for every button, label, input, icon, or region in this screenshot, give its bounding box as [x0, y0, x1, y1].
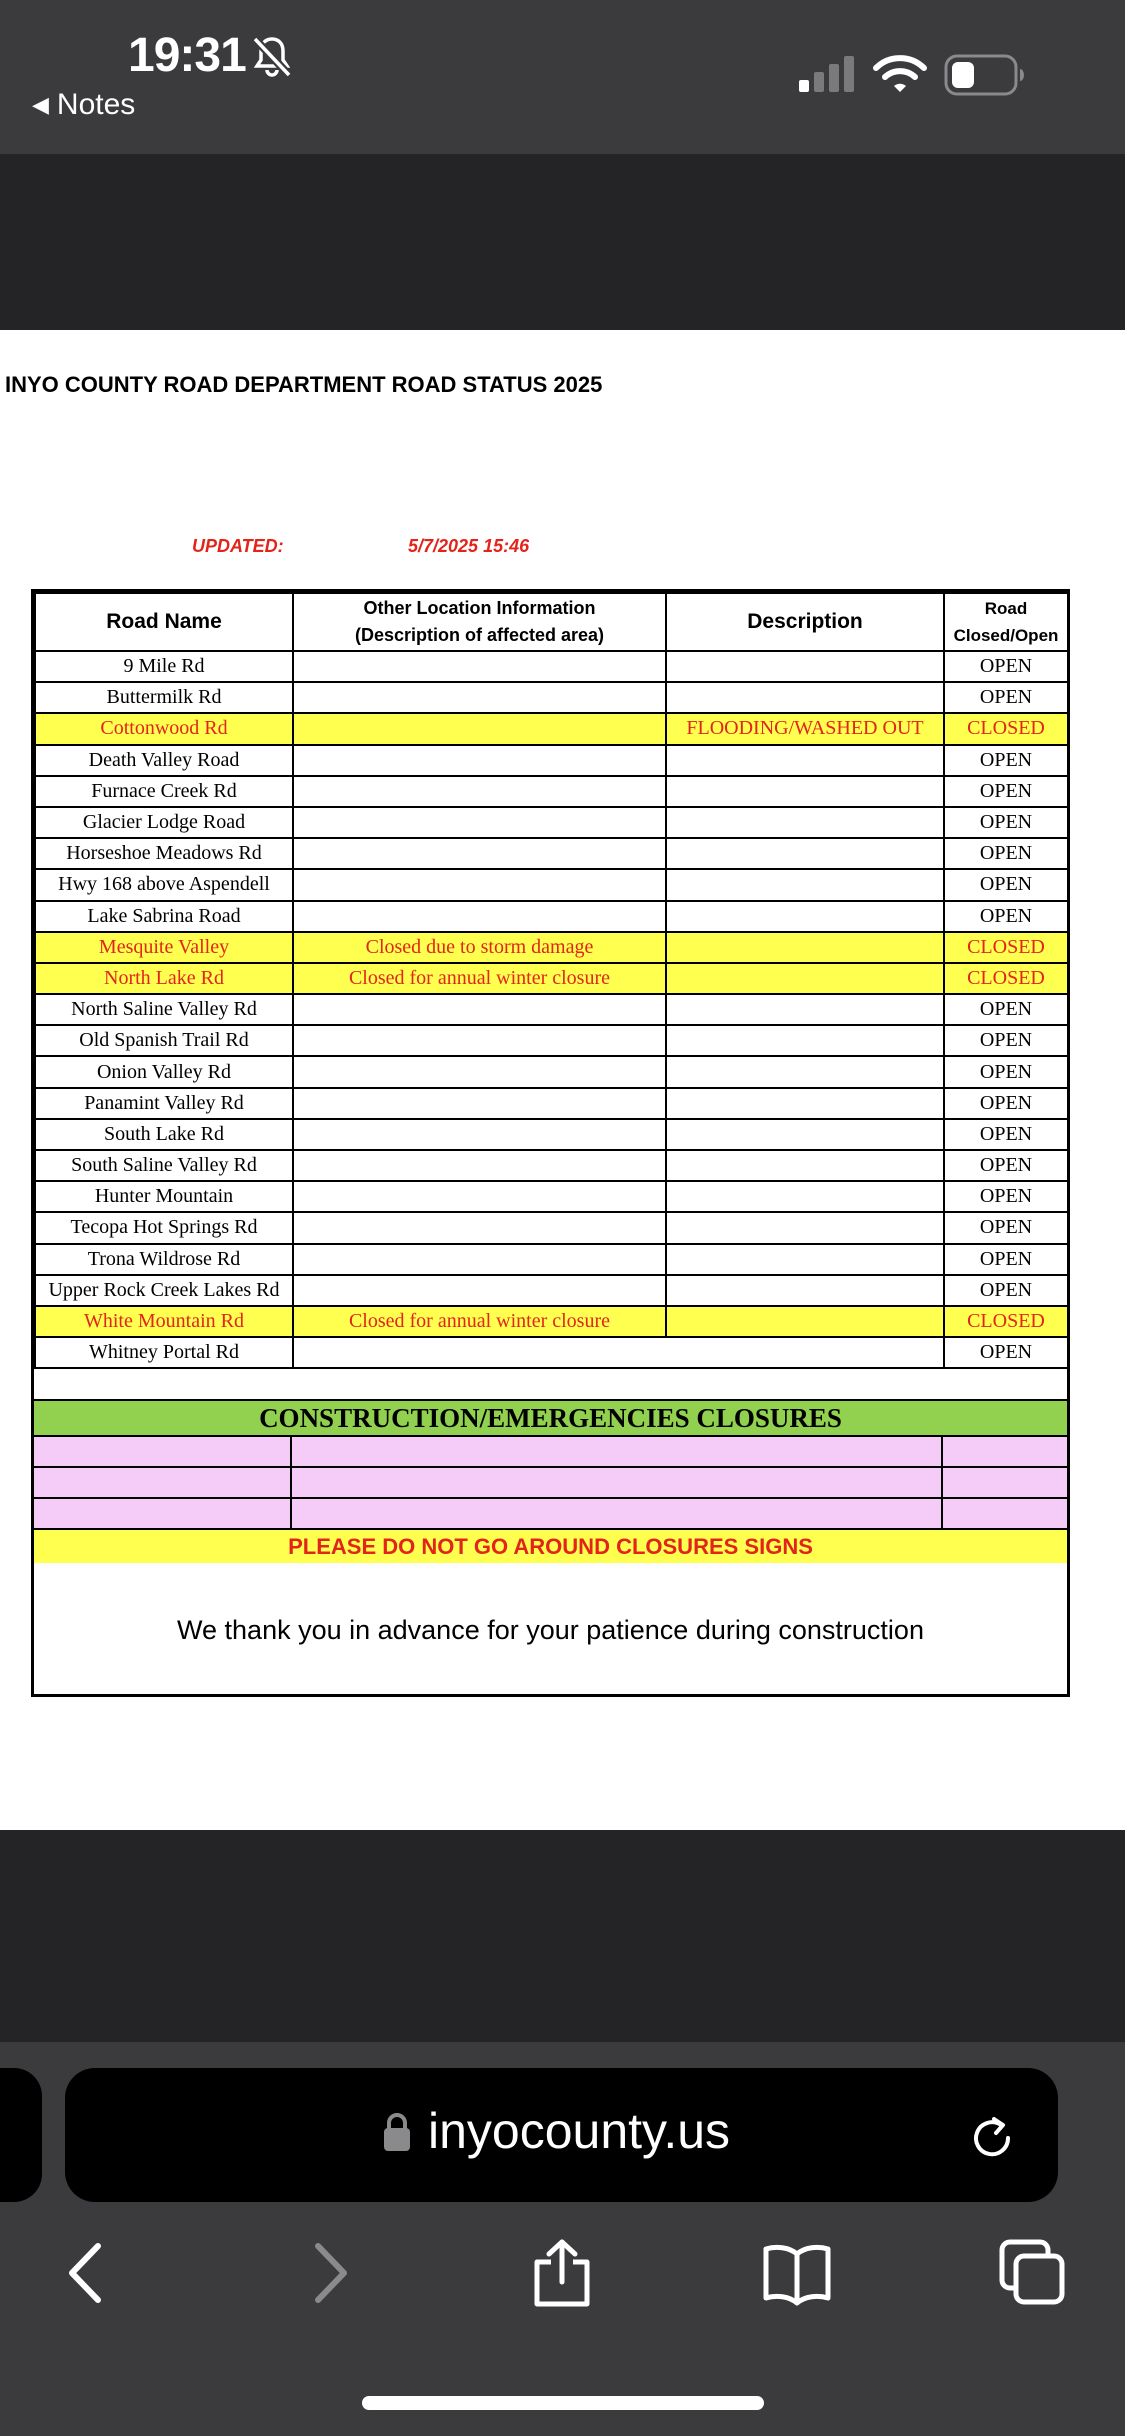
cell-description: [666, 869, 944, 900]
table-header-row: [35, 593, 1068, 651]
header-road-name: Road Name: [35, 593, 293, 651]
table-row: [35, 1150, 1068, 1181]
cell-status: CLOSED: [944, 932, 1068, 963]
battery-icon: [944, 54, 1026, 96]
cell-status: OPEN: [944, 994, 1068, 1025]
construction-cell: [943, 1499, 1067, 1528]
cell-status: OPEN: [944, 869, 1068, 900]
cell-road-name: Onion Valley Rd: [35, 1056, 293, 1087]
cell-status: OPEN: [944, 1088, 1068, 1119]
cell-location: [293, 869, 666, 900]
cell-location: [293, 713, 666, 744]
cell-description: [666, 963, 944, 994]
cell-description: [666, 682, 944, 713]
construction-cell: [34, 1437, 292, 1466]
cell-road-name: 9 Mile Rd: [35, 651, 293, 682]
table-row: [35, 1025, 1068, 1056]
table-row: [35, 1088, 1068, 1119]
table-row: [35, 1244, 1068, 1275]
cell-description: [666, 932, 944, 963]
cell-status: OPEN: [944, 1025, 1068, 1056]
cell-road-name: White Mountain Rd: [35, 1306, 293, 1337]
table-row: [35, 1337, 1068, 1368]
tabs-icon[interactable]: [998, 2238, 1068, 2308]
cell-description: [666, 1025, 944, 1056]
road-rows: [35, 651, 1068, 1368]
cell-status: OPEN: [944, 1119, 1068, 1150]
cell-road-name: Whitney Portal Rd: [35, 1337, 293, 1368]
construction-row: [34, 1499, 1067, 1530]
cell-description: [666, 1275, 944, 1306]
cell-road-name: Glacier Lodge Road: [35, 807, 293, 838]
table-row: [35, 1306, 1068, 1337]
cell-description: [666, 1181, 944, 1212]
cell-location: [293, 1025, 666, 1056]
cell-description: [666, 1150, 944, 1181]
table-row: [35, 963, 1068, 994]
table-row: [35, 838, 1068, 869]
construction-closures-header: CONSTRUCTION/EMERGENCIES CLOSURES: [34, 1401, 1067, 1437]
reload-icon[interactable]: [964, 2110, 1020, 2166]
status-bar: [0, 0, 1125, 154]
cell-description: [666, 1088, 944, 1119]
cell-location: [293, 1088, 666, 1119]
road-status-table-frame: [31, 589, 1070, 1697]
cell-description: [666, 776, 944, 807]
cell-road-name: Lake Sabrina Road: [35, 901, 293, 932]
header-status-line1: Road: [984, 599, 1028, 618]
cell-location: [293, 1181, 666, 1212]
cell-road-name: Cottonwood Rd: [35, 713, 293, 744]
cell-description: [666, 1056, 944, 1087]
cell-status: CLOSED: [944, 713, 1068, 744]
cell-road-name: Buttermilk Rd: [35, 682, 293, 713]
spacer-row: [34, 1369, 1067, 1401]
cell-status: OPEN: [944, 1056, 1068, 1087]
closure-warning: PLEASE DO NOT GO AROUND CLOSURES SIGNS: [34, 1530, 1067, 1563]
cell-location: [293, 776, 666, 807]
header-other-location-line1: Other Location Information: [363, 598, 596, 618]
cell-status: CLOSED: [944, 963, 1068, 994]
home-indicator[interactable]: [362, 2396, 764, 2410]
cell-description: [666, 994, 944, 1025]
construction-row: [34, 1468, 1067, 1499]
cell-status: OPEN: [944, 1181, 1068, 1212]
table-row: [35, 745, 1068, 776]
cell-road-name: Hwy 168 above Aspendell: [35, 869, 293, 900]
cell-road-name: Tecopa Hot Springs Rd: [35, 1212, 293, 1243]
cell-location: [293, 994, 666, 1025]
header-description: Description: [666, 593, 944, 651]
signal-icon: [797, 54, 857, 94]
cell-status: OPEN: [944, 838, 1068, 869]
status-time: 19:31: [128, 29, 246, 82]
cell-location: [293, 901, 666, 932]
back-to-notes-label: Notes: [56, 88, 136, 121]
cell-status: OPEN: [944, 651, 1068, 682]
table-row: [35, 1119, 1068, 1150]
cell-description: [666, 651, 944, 682]
cell-description: [666, 1244, 944, 1275]
header-other-location: [293, 593, 666, 651]
cell-status: OPEN: [944, 1212, 1068, 1243]
header-status-line2: Closed/Open: [953, 626, 1059, 645]
cell-description: [666, 1119, 944, 1150]
header-status: [944, 593, 1068, 651]
back-icon[interactable]: [52, 2238, 122, 2308]
table-row: [35, 713, 1068, 744]
cell-location: [293, 1150, 666, 1181]
forward-icon[interactable]: [294, 2238, 364, 2308]
table-row: [35, 1056, 1068, 1087]
cell-location: [293, 1119, 666, 1150]
cell-location: Closed for annual winter closure: [293, 1306, 666, 1337]
construction-cell: [943, 1437, 1067, 1466]
cell-description: FLOODING/WASHED OUT: [666, 713, 944, 744]
cell-road-name: Death Valley Road: [35, 745, 293, 776]
cell-status: CLOSED: [944, 1306, 1068, 1337]
cell-location: Closed due to storm damage: [293, 932, 666, 963]
table-row: [35, 682, 1068, 713]
cell-status: OPEN: [944, 807, 1068, 838]
cell-status: OPEN: [944, 1275, 1068, 1306]
cell-road-name: North Saline Valley Rd: [35, 994, 293, 1025]
cell-road-name: South Lake Rd: [35, 1119, 293, 1150]
cell-status: OPEN: [944, 745, 1068, 776]
updated-label: UPDATED:: [192, 536, 284, 556]
table-row: [35, 807, 1068, 838]
cell-status: OPEN: [944, 1337, 1068, 1368]
cell-status: OPEN: [944, 901, 1068, 932]
updated-value: 5/7/2025 15:46: [408, 536, 530, 556]
document-title: INYO COUNTY ROAD DEPARTMENT ROAD STATUS 2025: [5, 372, 603, 397]
construction-cell: [34, 1468, 292, 1497]
cell-description: [666, 1306, 944, 1337]
previous-tab-edge[interactable]: [0, 2068, 42, 2202]
cell-location: [293, 838, 666, 869]
cell-location: [293, 1212, 666, 1243]
back-to-notes-button[interactable]: [32, 88, 135, 122]
cell-description: [666, 745, 944, 776]
cell-location: [293, 1056, 666, 1087]
cell-road-name: North Lake Rd: [35, 963, 293, 994]
cell-location: [293, 1244, 666, 1275]
cell-description: [666, 807, 944, 838]
url-text[interactable]: inyocounty.us: [428, 2103, 731, 2159]
cell-status: OPEN: [944, 1150, 1068, 1181]
viewer-background-bottom: [0, 1830, 1125, 2042]
construction-cell: [34, 1499, 292, 1528]
cell-location: [293, 651, 666, 682]
cell-location: [293, 1275, 666, 1306]
lock-icon: [383, 2112, 411, 2152]
cell-road-name: Mesquite Valley: [35, 932, 293, 963]
cell-road-name: Upper Rock Creek Lakes Rd: [35, 1275, 293, 1306]
table-row: [35, 1212, 1068, 1243]
cell-location: [293, 807, 666, 838]
road-status-table: [34, 592, 1069, 1369]
table-row: [35, 901, 1068, 932]
construction-cell: [943, 1468, 1067, 1497]
table-row: [35, 1181, 1068, 1212]
construction-cell: [292, 1499, 943, 1528]
back-triangle-icon: ◀: [32, 92, 49, 117]
share-icon[interactable]: [527, 2238, 597, 2308]
cell-status: OPEN: [944, 682, 1068, 713]
wifi-icon: [872, 52, 928, 96]
construction-cell: [292, 1468, 943, 1497]
thank-you-message: We thank you in advance for your patience during construction: [177, 1615, 924, 1646]
cell-location: [293, 682, 666, 713]
cell-status: OPEN: [944, 776, 1068, 807]
bell-slash-icon: [250, 34, 294, 78]
construction-rows: [34, 1437, 1067, 1530]
construction-cell: [292, 1437, 943, 1466]
header-other-location-line2: (Description of affected area): [354, 625, 605, 645]
cell-road-name: Panamint Valley Rd: [35, 1088, 293, 1119]
cell-location: [293, 745, 666, 776]
cell-description: [666, 1212, 944, 1243]
table-row: [35, 869, 1068, 900]
table-row: [35, 776, 1068, 807]
bookmarks-icon[interactable]: [762, 2238, 832, 2308]
cell-road-name: Trona Wildrose Rd: [35, 1244, 293, 1275]
cell-status: OPEN: [944, 1244, 1068, 1275]
table-row: [35, 1275, 1068, 1306]
cell-location: [293, 1337, 944, 1368]
road-status-document: [0, 330, 1125, 1830]
table-row: [35, 994, 1068, 1025]
cell-road-name: Hunter Mountain: [35, 1181, 293, 1212]
cell-description: [666, 901, 944, 932]
cell-road-name: Old Spanish Trail Rd: [35, 1025, 293, 1056]
cell-description: [666, 838, 944, 869]
cell-location: Closed for annual winter closure: [293, 963, 666, 994]
construction-row: [34, 1437, 1067, 1468]
table-row: [35, 651, 1068, 682]
viewer-background-top: [0, 154, 1125, 330]
cell-road-name: South Saline Valley Rd: [35, 1150, 293, 1181]
cell-road-name: Furnace Creek Rd: [35, 776, 293, 807]
cell-road-name: Horseshoe Meadows Rd: [35, 838, 293, 869]
table-row: [35, 932, 1068, 963]
